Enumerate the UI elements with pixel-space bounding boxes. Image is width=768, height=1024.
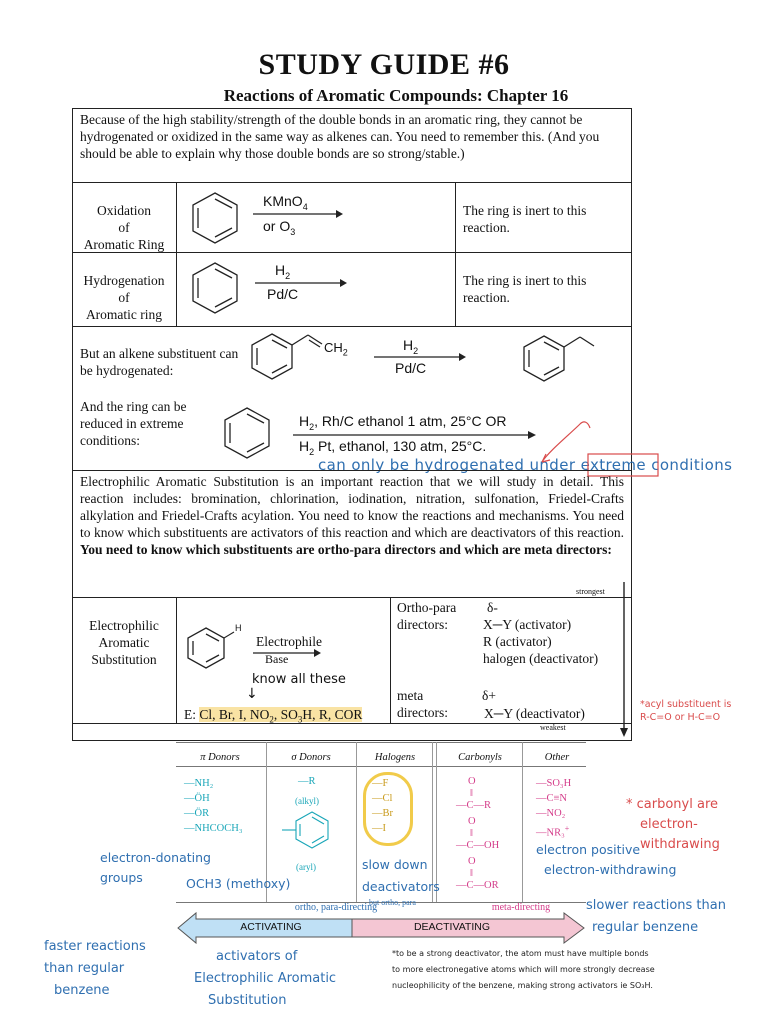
col-carbonyls: Carbonyls	[458, 752, 502, 763]
deactivating-label: DEACTIVATING	[413, 921, 491, 933]
oxidation-note: The ring is inert to this reaction.	[463, 203, 587, 235]
extreme-line2: $H_2$ Pt, ethanol, 130 atm, 25°C.	[299, 438, 487, 457]
col-pi-donors: π Donors	[200, 752, 240, 763]
halogen-list: —F —Cl —Br —I	[372, 778, 393, 834]
alkene-reagent-bottom: Pd/C	[395, 360, 427, 376]
orthopara-items: X─Y (activator) R (activator) halogen (deactivator)	[483, 617, 599, 666]
ortho-para-directing-label: ortho, para-directing	[294, 902, 378, 913]
methoxy-note: OCH3 (methoxy)	[186, 876, 291, 891]
sigma-donor-aryl: (aryl)	[296, 862, 316, 872]
strongest-label: strongest	[576, 587, 605, 596]
page-title: STUDY GUIDE #6	[258, 48, 510, 81]
meta-item: X─Y (deactivator)	[484, 706, 585, 721]
alkene-substituent: $CH_2$	[324, 340, 348, 358]
electrophile-list: E: Cl, Br, I, $NO_2$, $SO_3H$, R, COR	[184, 707, 363, 725]
footnote-note: *to be a strong deactivator, the atom must have multiple bonds to more electronegative atoms which will more strongly decrease nucleophilicity of the benzene, making strong activators ie SO₃H.	[392, 949, 655, 990]
hydrogenation-note: The ring is inert to this reaction.	[463, 273, 587, 305]
orthopara-label: Ortho-para directors:	[397, 600, 457, 632]
delta-minus: δ-	[487, 600, 498, 615]
extreme-text: And the ring can be reduced in extreme conditions:	[80, 399, 187, 448]
handwritten-extreme-note: can only be hydrogenated under extreme conditions	[318, 456, 733, 474]
oxidation-label: Oxidation of Aromatic Ring	[83, 203, 165, 252]
oxidation-reagent-bottom: or $O_3$	[263, 218, 296, 237]
slower-reactions-note: slower reactions than regular benzene	[586, 898, 726, 935]
benzene-hydrogenation-icon	[188, 260, 242, 316]
weakest-label: weakest	[540, 723, 566, 732]
carbonyl-list: O ‖ —C—R O ‖ —C—OH O ‖ —C—OR	[456, 776, 500, 891]
acyl-side-note: *acyl substituent is R-C=O or H-C=O	[640, 699, 732, 723]
delta-plus: δ+	[482, 688, 496, 703]
eas-label: Electrophilic Aromatic Substitution	[89, 618, 159, 667]
col-sigma-donors: σ Donors	[291, 752, 331, 763]
page-subtitle: Reactions of Aromatic Compounds: Chapter 16	[223, 86, 569, 105]
pi-donor-list: —NH₂ —ÖH —ÖR —NHCOCH₃	[184, 778, 243, 834]
know-all-note: know all these	[252, 672, 346, 687]
h-label: H	[235, 623, 242, 633]
slow-down-note: slow down deactivators	[362, 857, 440, 894]
activating-label: ACTIVATING	[240, 921, 302, 933]
eas-paragraph: Electrophilic Aromatic Substitution is an important reaction that we will study in detail. This reaction includes: bromination, chlorination, iodination, nitration, sulfonation, Friedel-Crafts alkylation and Friedel-Crafts acylation. You need to know the reactions and mechanisms. You need to know which substituents are activators of this reaction and which are deactivators of this reaction. You need to know which substituents are ortho-para directors and which are meta directors:	[80, 474, 624, 557]
activators-note: activators of Electrophilic Aromatic Substitution	[194, 949, 337, 1008]
benzene-oxidation-icon	[188, 190, 242, 246]
down-arrow-note: ↓	[246, 686, 258, 702]
hydrogenation-reagent-top: $H_2$	[275, 262, 291, 281]
extreme-underline-box	[540, 414, 660, 478]
oxidation-reagent-top: KMnO$_4$	[263, 193, 308, 212]
col-halogens: Halogens	[374, 752, 416, 763]
electrophile-label: Electrophile	[256, 634, 322, 649]
benzene-extreme-icon	[220, 405, 274, 461]
base-label: Base	[265, 652, 289, 666]
alkene-reagent-top: $H_2$	[403, 337, 419, 356]
alkene-text: But an alkene substituent can be hydrogenated:	[80, 346, 239, 378]
sigma-donor-r: —R	[298, 776, 316, 787]
faster-reactions-note: faster reactions than regular benzene	[44, 939, 146, 998]
electron-positive-note: electron positive electron-withdrawing	[536, 842, 677, 877]
meta-label: meta directors:	[397, 688, 448, 720]
aryl-ring-icon	[280, 808, 340, 852]
extreme-line1: $H_2$, Rh/C ethanol 1 atm, 25°C OR	[299, 413, 507, 432]
strength-arrow	[618, 582, 630, 738]
hydrogenation-reagent-bottom: Pd/C	[267, 286, 299, 302]
donating-note: electron-donating groups	[100, 850, 211, 885]
col-other: Other	[544, 752, 570, 763]
other-list: —SO₃H —C≡N —NO₂ —NR₃+	[536, 778, 572, 839]
sigma-donor-alkyl: (alkyl)	[295, 796, 319, 806]
hydrogenation-label: Hydrogenation of Aromatic ring	[83, 273, 165, 322]
intro-text: Because of the high stability/strength of the double bonds in an aromatic ring, they cannot be hydrogenated or oxidized in the same way as alkenes can. You need to remember this. (And you should be able to explain why those double bonds are so strong/stable.)	[80, 112, 600, 161]
meta-directing-label: meta-directing	[491, 902, 551, 913]
but-ortho-para-note: but ortho, para	[369, 898, 416, 907]
carbonyl-note: * carbonyl are electron-withdrawing	[626, 797, 720, 852]
ethylbenzene-structure	[520, 330, 604, 386]
